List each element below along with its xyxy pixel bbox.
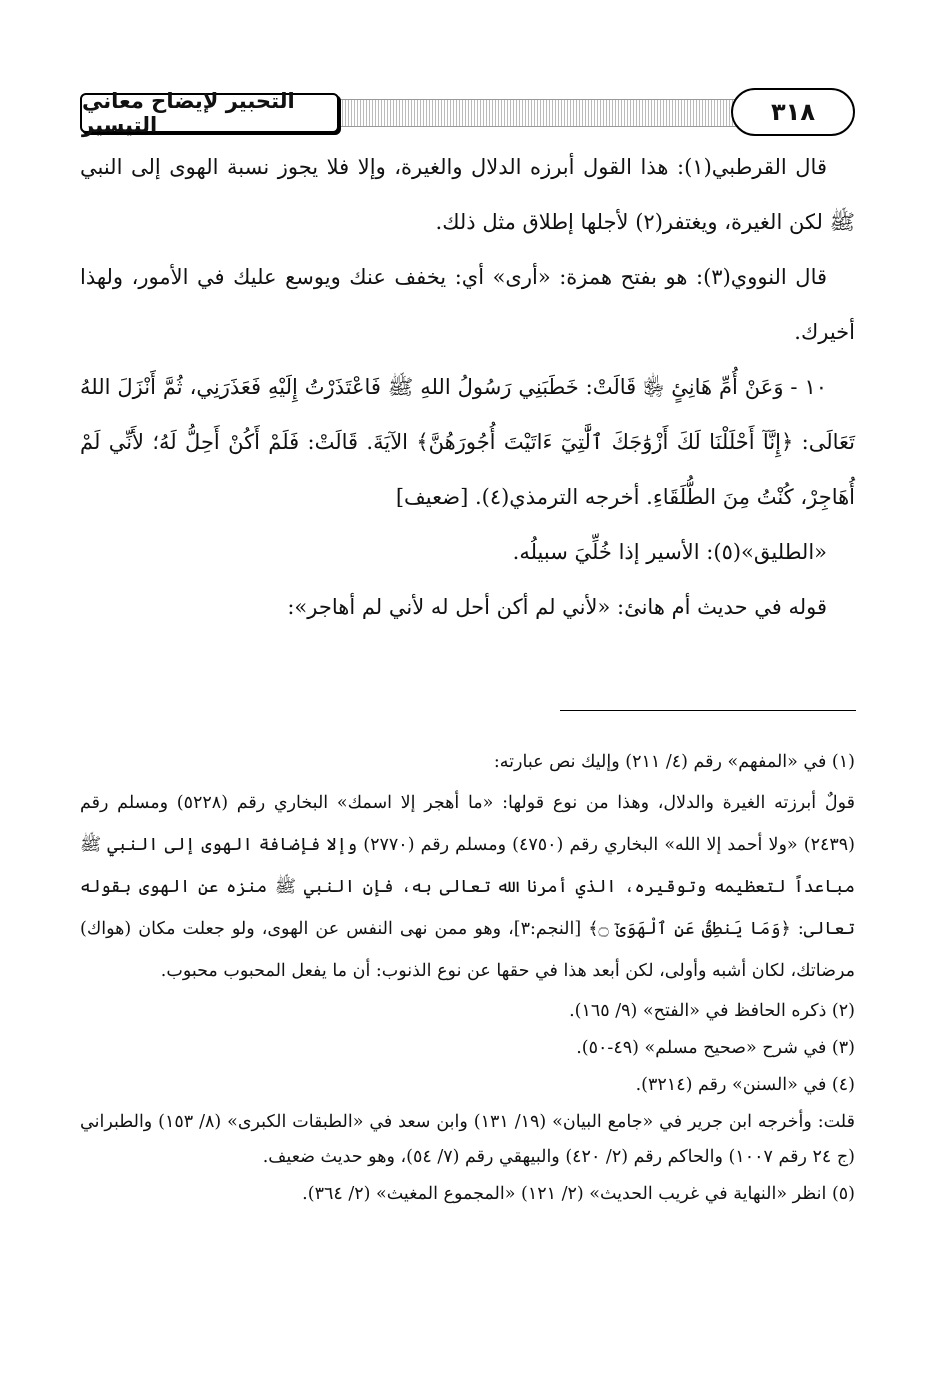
page-header — [80, 88, 855, 138]
footnote-separator — [560, 710, 856, 711]
paragraph-qurtubi: قال القرطبي(١): هذا القول أبرزه الدلال والغيرة، وإلا فلا يجوز نسبة الهوى إلى النبي ﷺ لكن الغيرة، ويغتفر(٢) لأجلها إطلاق مثل ذلك. — [80, 155, 855, 234]
footnote-4: (٤) في «السنن» رقم (٣٢١٤). — [635, 1075, 855, 1095]
page-number: ٣١٨ — [731, 88, 855, 136]
footnotes — [80, 745, 855, 1214]
footnote-5: (٥) انظر «النهاية في غريب الحديث» (٢/ ١٢١) «المجموع المغيث» (٢/ ٣٦٤). — [302, 1184, 855, 1204]
main-text — [80, 140, 855, 635]
paragraph-taleeq: «الطليق»(٥): الأسير إذا خُلِّيَ سبيلُه. — [512, 540, 827, 564]
footnote-3: (٣) في شرح «صحيح مسلم» (٤٩-٥٠). — [576, 1038, 855, 1058]
paragraph-commentary: قوله في حديث أم هانئ: «لأني لم أكن أحل له لأني لم أهاجر»: — [287, 595, 827, 619]
footnote-2: (٢) ذكره الحافظ في «الفتح» (٩/ ١٦٥). — [569, 1001, 855, 1021]
hadith-umm-hani: ١٠ - وَعَنْ أُمِّ هَانِئٍ ﵂ قَالَتْ: خَطَبَنِي رَسُولُ اللهِ ﷺ فَاعْتَذَرْتُ إِلَيْهِ فَعَذَرَنِي، ثُمَّ أَنْزَلَ اللهُ تَعَالَى: ﴿إِنَّآ أَحْلَلْنَا لَكَ أَزْوَٰجَكَ ٱلَّٰتِيٓ ءَاتَيْتَ أُجُورَهُنَّ﴾ الآيَةَ. قَالَتْ: فَلَمْ أَكُنْ أَحِلُّ لَهُ؛ لأَنِّي لَمْ أُهَاجِرْ، كُنْتُ مِنَ الطُّلَقَاءِ. أخرجه الترمذي(٤). [ضعيف] — [80, 375, 855, 509]
footnote-1-text: قولٌ أبرزته الغيرة والدلال، وهذا من نوع قولها: «ما أهجر إلا اسمك» البخاري رقم (٥٢٢٨) ومسلم رقم (٢٤٣٩) «ولا أحمد إلا الله» البخاري رقم (٤٧٥٠) ومسلم رقم (٢٧٧٠) وإلا فإضافة الهوى إلى النبي ﷺ مباعداً لتعظيمه وتوقيره، الذي أمرنا الله تعالى به، فإن النبي ﷺ منزه عن الهوى بقوله تعالى: ﴿وَمَا يَنطِقُ عَنِ ٱلْهَوَىٰٓ ۝﴾ [النجم:٣]، وهو ممن نهى النفس عن الهوى، ولو جعلت مكان (هواك) مرضاتك، لكان أشبه وأولى، لكن أبعد هذا في حقها عن نوع الذنوب: أن ما يفعل المحبوب محبوب. — [80, 793, 855, 981]
header-decoration — [330, 99, 780, 127]
footnote-4-text: قلت: وأخرجه ابن جرير في «جامع البيان» (١٩/ ١٣١) وابن سعد في «الطبقات الكبرى» (٨/ ١٥٣) والطبراني (ج ٢٤ رقم ١٠٠٧) والحاكم رقم (٢/ ٤٢٠) والبيهقي رقم (٧/ ٥٤)، وهو حديث ضعيف. — [80, 1112, 855, 1167]
paragraph-nawawi: قال النووي(٣): هو بفتح همزة: «أرى» أي: يخفف عنك ويوسع عليك في الأمور، ولهذا أخيرك. — [80, 265, 855, 344]
footnote-1: (١) في «المفهم» رقم (٤/ ٢١١) وإليك نص عبارته: — [493, 752, 855, 772]
book-title: التحبير لإيضاح معاني التيسير — [80, 93, 339, 133]
